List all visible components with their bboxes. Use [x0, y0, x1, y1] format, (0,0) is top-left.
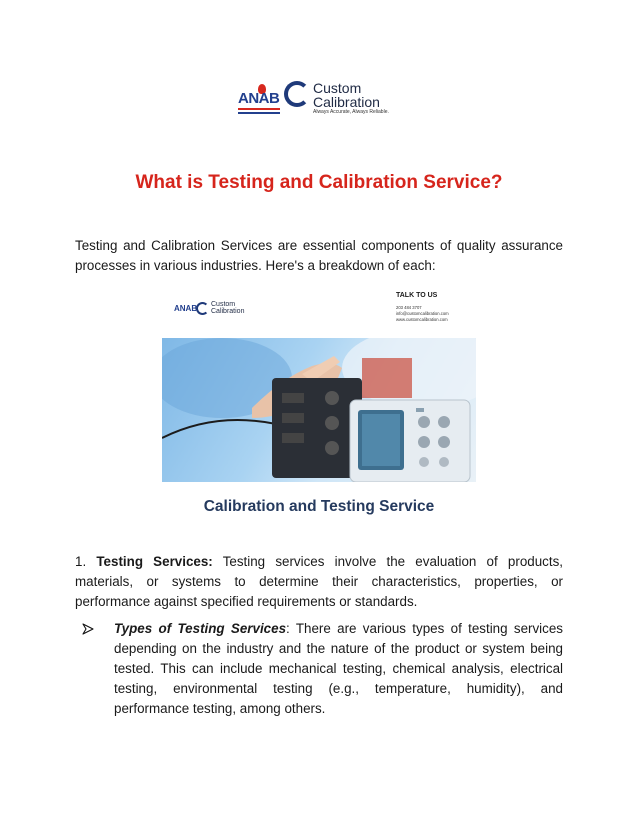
brand-name: [313, 81, 380, 109]
banner-email: info@customcalibration.com: [396, 311, 449, 316]
section1-text: Testing services involve the evaluation of products, materials, or systems to determine their characteristics, properties, or performance against specified requirements or standards.: [75, 554, 563, 609]
bullet-body: : There are various types of testing services depending on the industry and the nature of the product or system being tested. This can include mechanical testing, chemical analysis, electrical testing, environmental testing (e.g., temperature, humidity), and performance testing, among others.: [114, 621, 563, 716]
anab-logo-text: ANAB: [238, 90, 280, 107]
brand-tagline: Always Accurate, Always Reliable.: [313, 109, 389, 115]
banner-logo: [174, 300, 264, 320]
brand-name-line2: Calibration: [313, 94, 380, 110]
banner-anab-text: ANAB: [174, 304, 198, 313]
banner-photo: [162, 338, 476, 482]
company-logo: [236, 78, 404, 118]
calibration-equipment-illustration: [162, 338, 476, 482]
banner-phone: 203 484 3707: [396, 305, 422, 310]
bullet-text: [114, 619, 563, 719]
banner-caption: Calibration and Testing Service: [203, 498, 435, 515]
anab-underline-blue: [238, 112, 280, 114]
banner-image: [162, 284, 476, 524]
banner-ring-icon: [196, 302, 209, 315]
banner-website: www.customcalibration.com: [396, 317, 448, 322]
intro-paragraph: Testing and Calibration Services are essential components of quality assurance processes in various industries. Here's a breakdown of each:: [75, 238, 563, 273]
banner-brand-line2: Calibration: [211, 308, 245, 315]
anab-underline-red: [238, 108, 280, 110]
banner-brand-line1: Custom: [211, 301, 236, 308]
section1-paragraph: [75, 552, 563, 612]
bullet-heading: Types of Testing Services: [114, 621, 287, 636]
brand-ring-icon: [284, 81, 310, 107]
arrow-bullet-icon: [82, 623, 94, 638]
section1-heading: Testing Services:: [96, 554, 213, 569]
section1-number: 1.: [75, 554, 87, 569]
banner-brand-name: [211, 301, 244, 315]
anab-accreditation-logo: [236, 84, 284, 116]
banner-talk-heading: TALK TO US: [396, 292, 438, 299]
brand-name-line1: Custom: [313, 80, 362, 96]
page-title: What is Testing and Calibration Service?: [135, 172, 503, 193]
arrow-bullet-svg: [82, 623, 94, 635]
